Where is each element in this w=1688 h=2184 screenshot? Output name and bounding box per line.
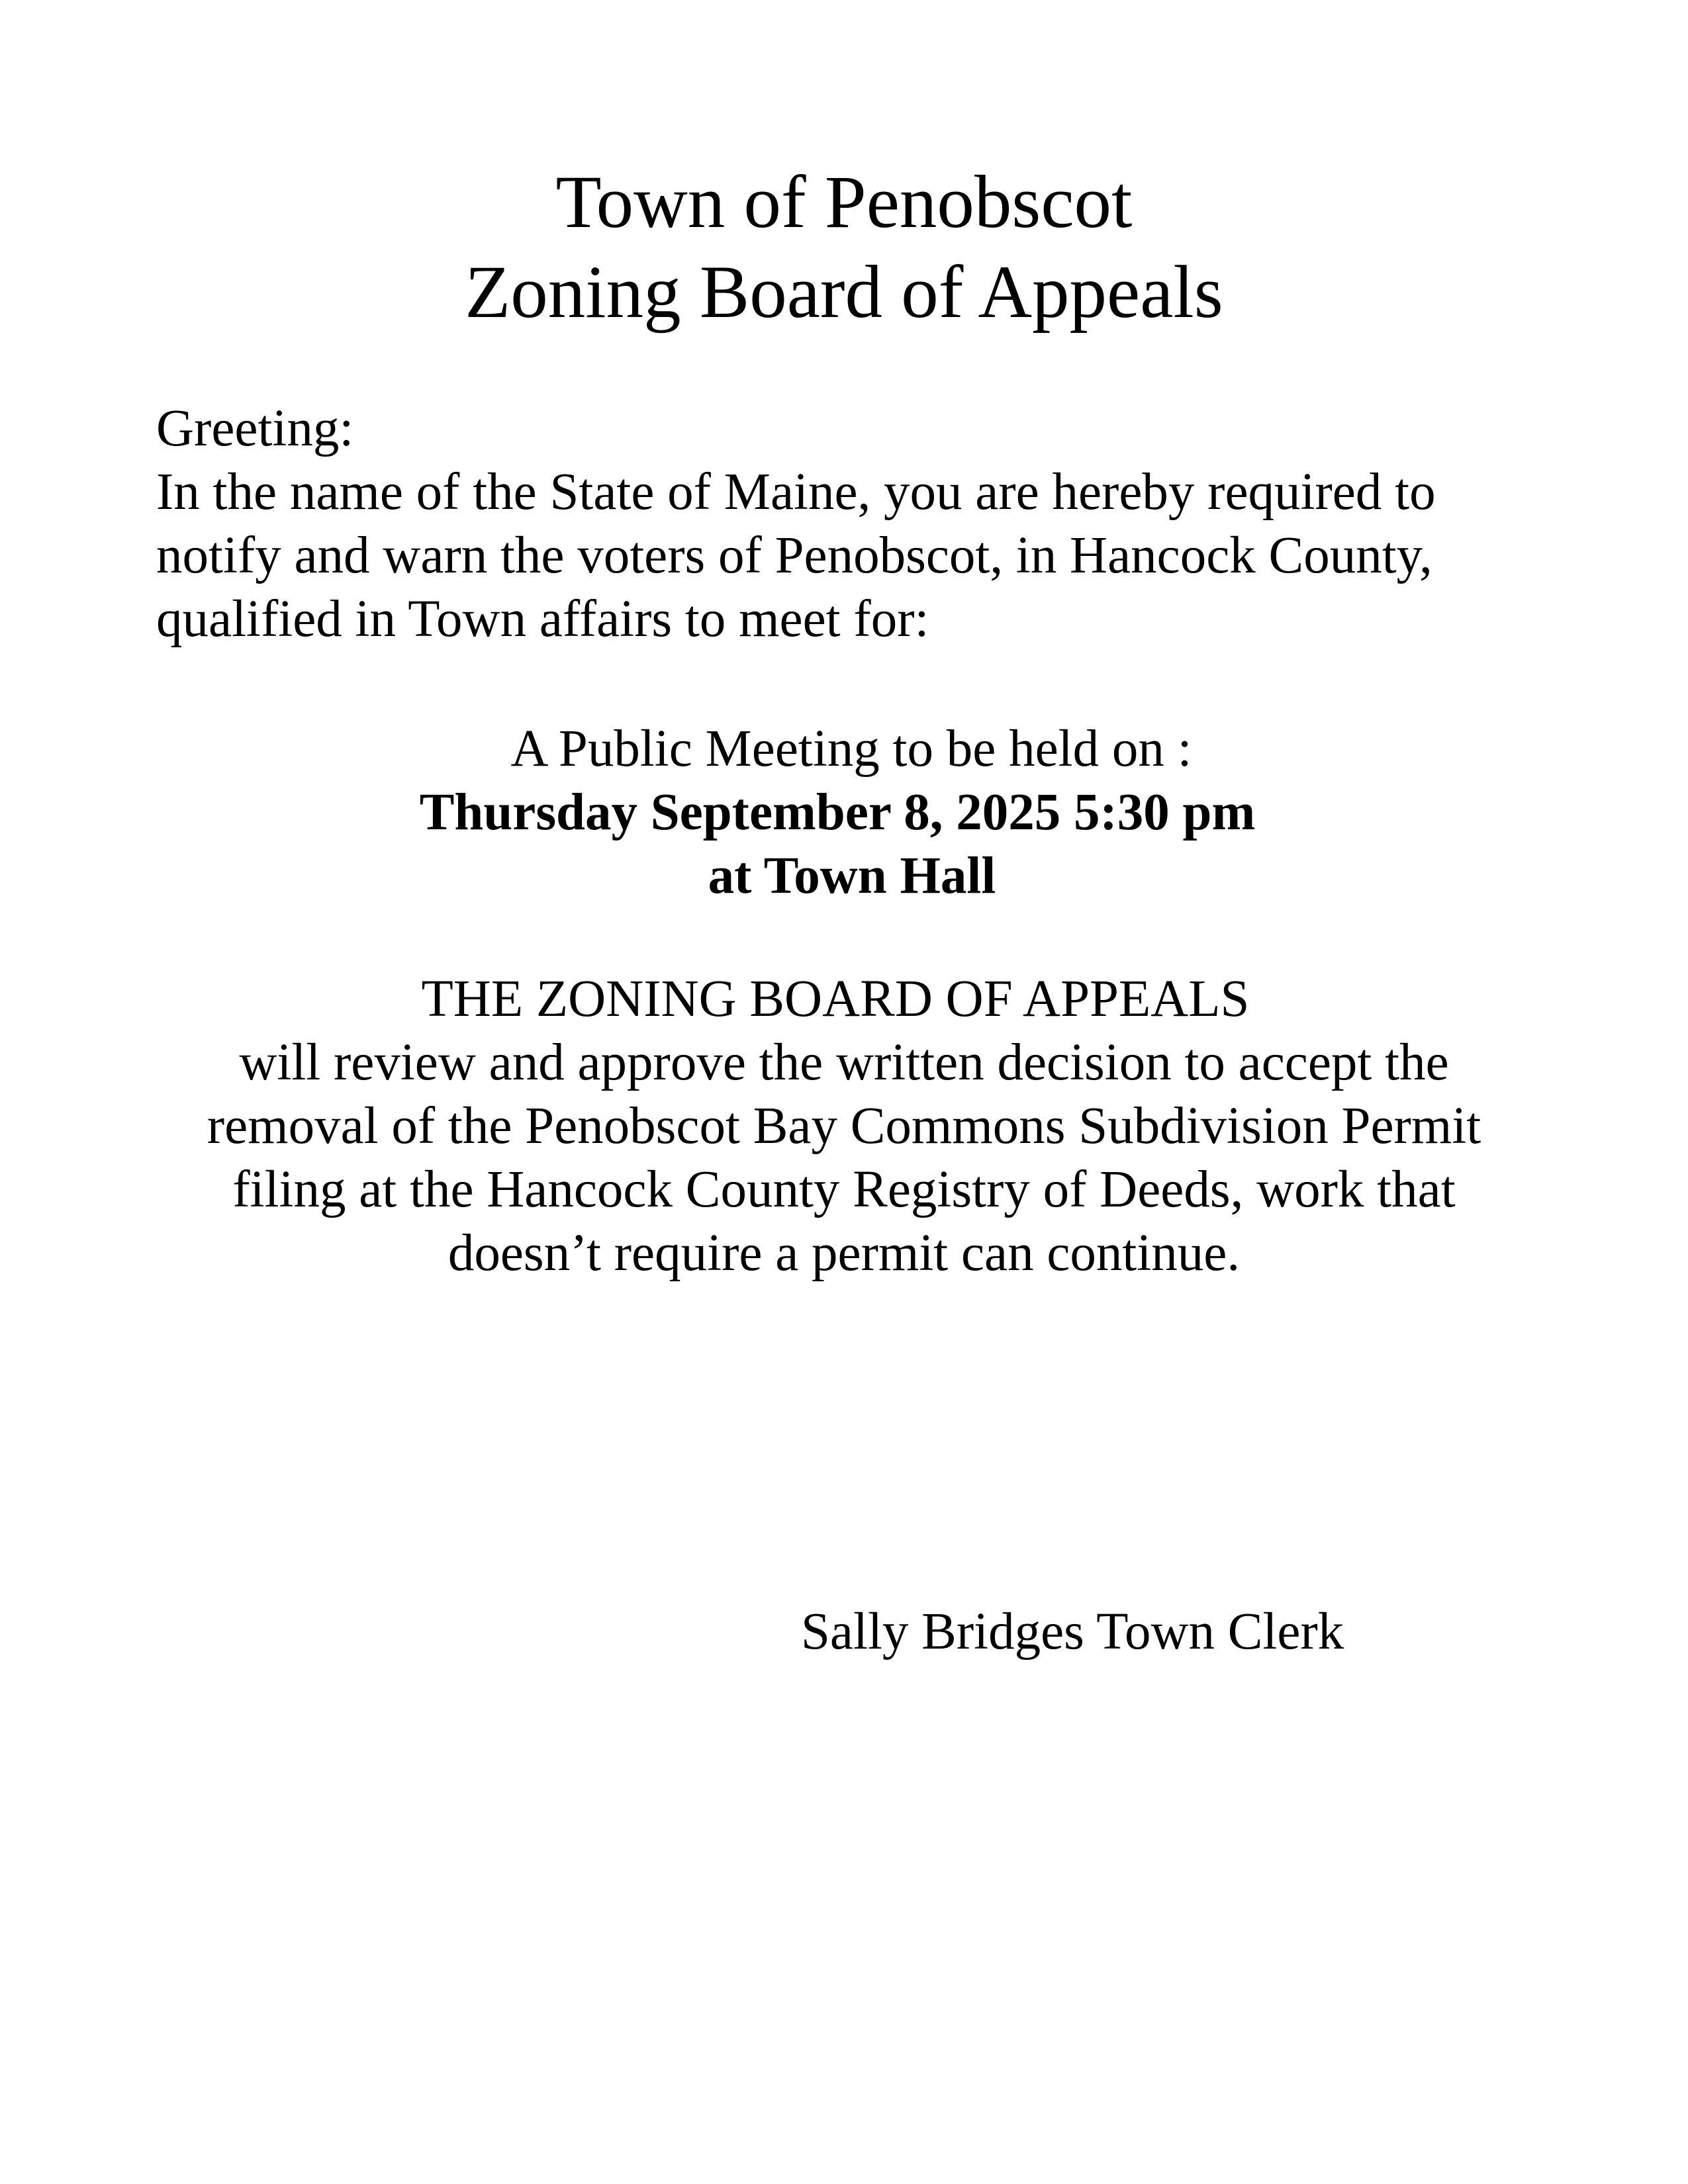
agenda-line: removal of the Penobscot Bay Commons Subdivision Permit: [207, 1097, 1481, 1155]
agenda-heading: THE ZONING BOARD OF APPEALS: [421, 970, 1250, 1028]
agenda-section: [0, 968, 1688, 1285]
clerk-signature: Sally Bridges Town Clerk: [801, 1603, 1344, 1661]
greeting-section: [156, 397, 1546, 651]
title-board: Zoning Board of Appeals: [465, 251, 1223, 334]
meeting-date-time: Thursday September 8, 2025 5:30 pm: [419, 784, 1256, 841]
greeting-salutation: Greeting:: [156, 400, 354, 457]
document-title: [0, 158, 1688, 338]
greeting-line: qualified in Town affairs to meet for:: [156, 590, 929, 648]
greeting-line: In the name of the State of Maine, you are hereby required to: [156, 463, 1436, 521]
agenda-line: will review and approve the written decision to accept the: [239, 1034, 1449, 1091]
meeting-details: [0, 717, 1688, 908]
greeting-line: notify and warn the voters of Penobscot, in Hancock County,: [156, 527, 1432, 584]
agenda-line: doesn’t require a permit can continue.: [447, 1224, 1241, 1282]
meeting-intro: A Public Meeting to be held on :: [510, 720, 1192, 778]
agenda-line: filing at the Hancock County Registry of Deeds, work that: [232, 1161, 1456, 1218]
meeting-location: at Town Hall: [708, 847, 996, 905]
title-town: Town of Penobscot: [555, 161, 1133, 244]
